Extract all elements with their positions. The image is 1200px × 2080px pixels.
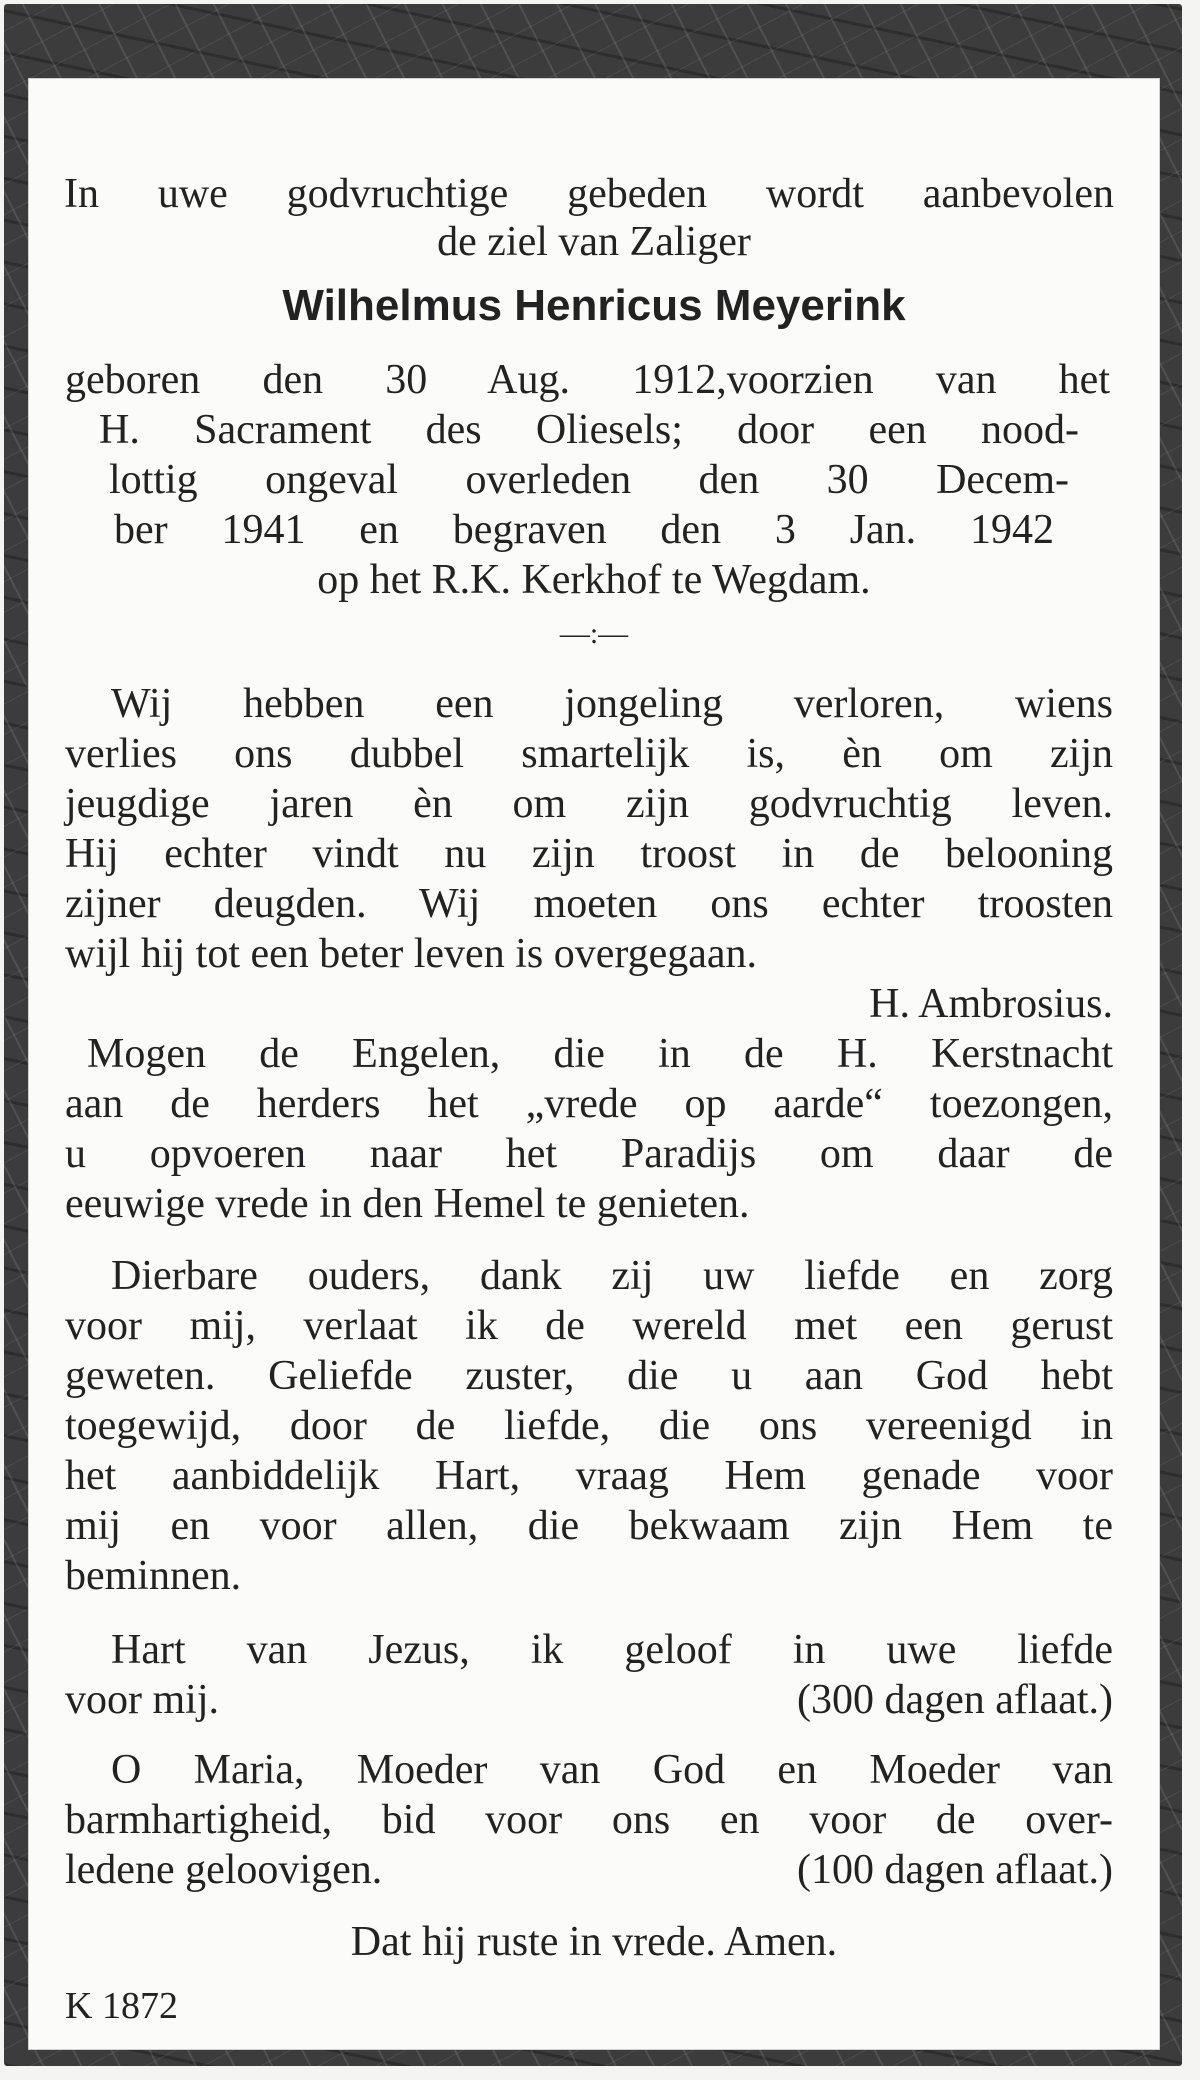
intro-line-2: de ziel van Zaliger <box>437 219 751 265</box>
quote-line: wijl hij tot een beter leven is overgegaan. <box>65 931 757 977</box>
divider: —:— <box>559 617 629 650</box>
memorial-card <box>28 78 1160 2050</box>
quote-line: jeugdige jaren èn om zijn godvruchtig leven. <box>65 781 1113 827</box>
prayer-line: ledene geloovigen. <box>65 1847 383 1893</box>
bio-line: geboren den 30 Aug. 1912,voorzien van het <box>65 357 1110 403</box>
prayer-line: Hart van Jezus, ik geloof in uwe liefde <box>111 1627 1113 1673</box>
deceased-name: Wilhelmus Henricus Meyerink <box>282 281 906 330</box>
parents-line: beminnen. <box>65 1553 242 1599</box>
quote-author: H. Ambrosius. <box>869 981 1113 1027</box>
prayer-line: voor mij. <box>65 1677 219 1723</box>
bio-line: lottig ongeval overleden den 30 Decem- <box>109 457 1069 503</box>
prayer-line: O Maria, Moeder van God en Moeder van <box>111 1747 1113 1793</box>
print-code: K 1872 <box>65 1985 178 2027</box>
parents-line: geweten. Geliefde zuster, die u aan God hebt <box>65 1353 1113 1399</box>
angels-line: Mogen de Engelen, die in de H. Kerstnacht <box>87 1031 1113 1077</box>
prayer-line: barmhartigheid, bid voor ons en voor de over- <box>65 1797 1113 1843</box>
quote-line: zijner deugden. Wij moeten ons echter troosten <box>65 881 1113 927</box>
intro-line-1: In uwe godvruchtige gebeden wordt aanbevolen <box>64 171 1114 217</box>
indulgence-note: (300 dagen aflaat.) <box>796 1677 1113 1723</box>
angels-line: u opvoeren naar het Paradijs om daar de <box>65 1131 1113 1177</box>
angels-line: aan de herders het „vrede op aarde“ toezongen, <box>65 1081 1113 1127</box>
parents-line: mij en voor allen, die bekwaam zijn Hem te <box>65 1503 1113 1549</box>
bio-line: ber 1941 en begraven den 3 Jan. 1942 <box>114 507 1054 553</box>
closing-line: Dat hij ruste in vrede. Amen. <box>350 1919 838 1965</box>
quote-line: Wij hebben een jongeling verloren, wiens <box>111 681 1113 727</box>
parents-line: toegewijd, door de liefde, die ons vereenigd in <box>65 1403 1113 1449</box>
parents-line: het aanbiddelijk Hart, vraag Hem genade voor <box>65 1453 1113 1499</box>
quote-line: verlies ons dubbel smartelijk is, èn om zijn <box>65 731 1113 777</box>
parents-line: voor mij, verlaat ik de wereld met een gerust <box>65 1303 1113 1349</box>
parents-line: Dierbare ouders, dank zij uw liefde en zorg <box>111 1253 1113 1299</box>
bio-line: H. Sacrament des Oliesels; door een nood- <box>99 407 1079 453</box>
bio-line: op het R.K. Kerkhof te Wegdam. <box>317 557 871 603</box>
indulgence-note: (100 dagen aflaat.) <box>796 1847 1113 1893</box>
angels-line: eeuwige vrede in den Hemel te genieten. <box>65 1181 750 1227</box>
quote-line: Hij echter vindt nu zijn troost in de belooning <box>65 831 1113 877</box>
